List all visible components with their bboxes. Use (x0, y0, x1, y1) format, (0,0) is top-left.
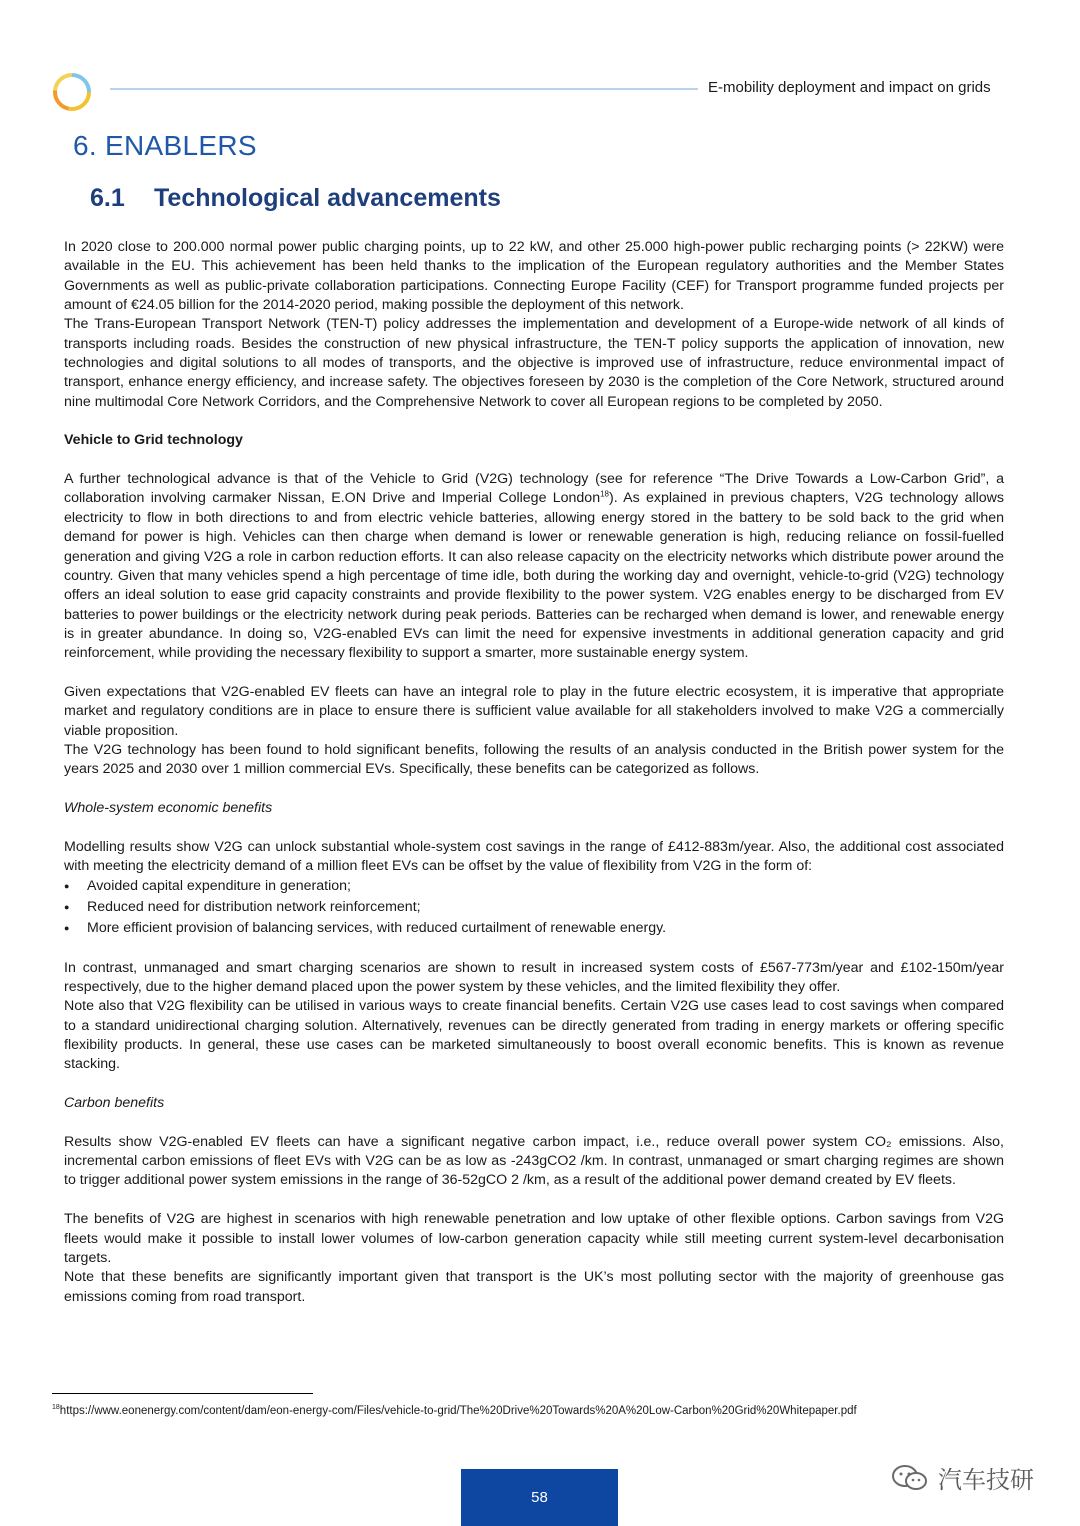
paragraph-text: A further technological advance is that of the Vehicle to Grid (V2G) technology (see for reference “The Drive Towards a Low-Carbon Grid”, a collaboration involving carmaker Nissan, E.ON Drive and Imperial College London (64, 471, 1004, 507)
section-number: 6.1 (90, 184, 125, 212)
list-item: ● More efficient provision of balancing services, with reduced curtailment of renewable energy. (64, 918, 1004, 939)
list-item: ● Reduced need for distribution network reinforcement; (64, 897, 1004, 918)
subheading-v2g: Vehicle to Grid technology (64, 432, 243, 449)
paragraph: In 2020 close to 200.000 normal power public charging points, up to 22 kW, and other 25.000 high-power public recharging points (> 22KW) were available in the EU. This achievement has been held thanks to the implication of the European regulatory authorities and the Member States Governments as well as public-private collaboration participations. Connecting Europe Facility (CEF) for Transport programme funded projects per amount of €24.05 billion for the 2014-2020 period, making possible the deployment of this network. (64, 239, 1004, 314)
paragraph: The V2G technology has been found to hold significant benefits, following the results of an analysis conducted in the British power system for the years 2025 and 2030 over 1 million commercial EVs. Specifically, these benefits can be categorized as follows. (64, 741, 1004, 778)
running-header: E-mobility deployment and impact on grids (708, 79, 991, 96)
footnote-number: 18 (52, 1404, 60, 1412)
benefits-list (64, 876, 1004, 939)
paragraph: In contrast, unmanaged and smart charging scenarios are shown to result in increased system costs of £567-773m/year and £102-150m/year respectively, due to the higher demand placed upon the power system by these vehicles, and the limited flexibility they offer. (64, 959, 1004, 996)
chapter-title: 6. ENABLERS (73, 130, 257, 161)
subheading-economic: Whole-system economic benefits (64, 799, 273, 816)
paragraph: Note that these benefits are significantly important given that transport is the UK’s most polluting sector with the majority of greenhouse gas emissions coming from road transport. (64, 1269, 1004, 1305)
subheading-carbon: Carbon benefits (64, 1095, 165, 1112)
page-number-text: 58 (531, 1489, 548, 1506)
paragraph: Modelling results show V2G can unlock substantial whole-system cost savings in the range of £412-883m/year. Also, the additional cost associated with meeting the electricity demand of a million fleet EVs can be offset by the value of flexibility from V2G in the form of: (64, 838, 1004, 874)
watermark (890, 1460, 1034, 1495)
paragraph: Results show V2G-enabled EV fleets can have a significant negative carbon impact, i.e., reduce overall power system CO₂ emissions. Also, incremental carbon emissions of fleet EVs with V2G can be as low as -243gCO2 /km. In contrast, unmanaged or smart charging regimes are shown to trigger additional power system emissions in the range of 36-52gCO 2 /km, as a result of the additional power demand created by EV fleets. (64, 1133, 1004, 1189)
section-heading (90, 184, 501, 213)
header-divider (110, 88, 698, 90)
watermark-text: 汽车技研 (938, 1467, 1034, 1494)
section-title: Technological advancements (154, 184, 501, 212)
paragraph: Note also that V2G flexibility can be utilised in various ways to create financial benefits. Certain V2G use cases lead to cost savings when compared to a standard unidirectional charging solution. Alternatively, revenues can be directly generated from trading in energy markets or offering specific flexibility products. In general, these use cases can be marketed simultaneously to boost overall economic benefits. This is known as revenue stacking. (64, 998, 1004, 1073)
footnote-ref: 18 (600, 489, 609, 499)
paragraph: The benefits of V2G are highest in scenarios with high renewable penetration and low uptake of other flexible options. Carbon savings from V2G fleets would make it possible to install lower volumes of low-carbon generation capacity while still meeting current system-level decarbonisation targets. (64, 1211, 1004, 1266)
paragraph: The Trans-European Transport Network (TEN-T) policy addresses the implementation and development of a Europe-wide network of all kinds of transports including roads. Besides the construction of new physical infrastructure, the TEN-T policy supports the application of innovation, new technologies and digital solutions to all modes of transports, and the objective is improved use of infrastructure, reduce environmental impact of transport, enhance energy efficiency, and increase safety. The objectives foreseen by 2030 is the completion of the Core Network, structured around nine multimodal Core Network Corridors, and the Comprehensive Network to cover all European regions to be completed by 2050. (64, 316, 1004, 410)
paragraph (64, 470, 1004, 663)
body-text (64, 238, 1004, 1307)
paragraph-text: ). As explained in previous chapters, V2G technology allows electricity to flow in both directions to and from electric vehicle batteries, allowing energy stored in the battery to be sold back to the grid when demand for power is high. Vehicles can then charge when demand is lower or renewable generation is high, reducing reliance on fossil-fuelled generation and giving V2G a role in carbon reduction efforts. It can also release capacity on the electricity networks which distribute power around the country. Given that many vehicles spend a high percentage of time idle, both during the working day and overnight, vehicle-to-grid (V2G) technology offers an ideal solution to ease grid capacity constraints and provide flexibility to the power system. V2G enables energy to be discharged from EV batteries to power buildings or the electricity network during peak periods. Batteries can be recharged when demand is lower, and renewable energy is in greater abundance. In doing so, V2G-enabled EVs can limit the need for expensive investments in additional generation capacity and grid reinforcement, while providing the necessary flexibility to support a smarter, more sustainable energy system. (64, 490, 1004, 662)
footnote (52, 1405, 857, 1417)
footnote-divider (52, 1393, 313, 1394)
wechat-icon (890, 1463, 930, 1493)
list-item: ● Avoided capital expenditure in generation; (64, 876, 1004, 897)
report-logo-icon (50, 70, 94, 114)
footnote-link[interactable]: https://www.eonenergy.com/content/dam/eon-energy-com/Files/vehicle-to-grid/The%20Drive%20Towards%20A%20Low-Carbon%20Grid%20Whitepaper.pdf (59, 1405, 857, 1417)
paragraph: Given expectations that V2G-enabled EV fleets can have an integral role to play in the future electric ecosystem, it is imperative that appropriate market and regulatory conditions are in place to ensure there is sufficient value available for all stakeholders involved to make V2G a commercially viable proposition. (64, 683, 1004, 739)
page-number (461, 1469, 618, 1526)
